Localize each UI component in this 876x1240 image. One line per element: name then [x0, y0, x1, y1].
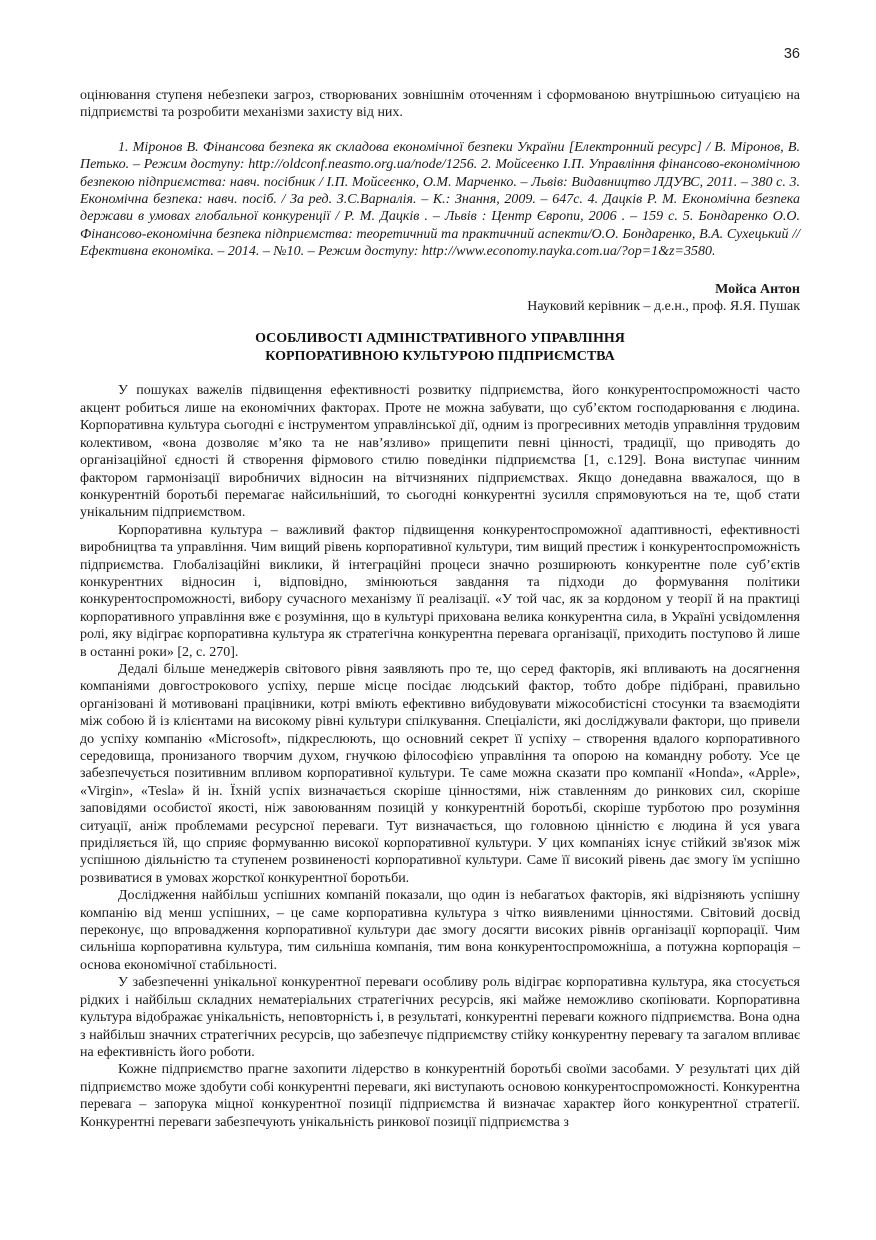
article-title [80, 330, 800, 366]
references-paragraph: 1. Міронов В. Фінансова безпека як складова економічної безпеки України [Електронний ресурс] / В. Міронов, В. Петько. – Режим доступу: http://oldconf.neasmo.org.ua/node/1256. 2. Мойсеєнко І.П. Управління фінансово-економічною безпекою підприємства: навч. посібник / І.П. Мойсеєнко, О.М. Марченко. – Львів: Видавництво ЛДУВС, 2011. – 380 с. 3. Економічна безпека: навч. посіб. / За ред. З.С.Варналія. – К.: Знання, 2009. – 647с. 4. Дацків Р. М. Економічна безпека держави в умовах глобальної конкуренції / Р. М. Дацків . – Львів : Центр Європи, 2006 . – 159 с. 5. Бондаренко О.О. Фінансово-економічна безпека підприємства: теоретичний та практичний аспекти/О.О. Бондаренко, В.А. Сухецький //Ефективна економіка. – 2014. – №10. – Режим доступу: http://www.economy.nayka.com.ua/?op=1&z=3580. [80, 139, 800, 260]
body-paragraph-3: Дедалі більше менеджерів світового рівня заявляють про те, що серед факторів, які впливають на досягнення компаніями довгострокового успіху, перше місце посідає людський фактор, тобто добре підібрані, правильно організовані й мотивовані працівники, котрі вміють ефективно вибудовувати міжособистісні стосунки та взаємодіяти між собою й із клієнтами на високому рівні культури спілкування. Спеціалісти, які досліджували фактори, що привели до успіху компанію «Microsoft», підкреслюють, що основний секрет її успіху – створення вдалого корпоративного середовища, пронизаного творчим духом, гнучкою філософією управління та опорою на командну роботу. Усе це забезпечується позитивним впливом корпоративної культури. Те саме можна сказати про компанії «Honda», «Apple», «Virgin», «Tesla» й ін. Їхній успіх визначається скоріше цінностями, ніж ставленням до ринкових сил, скоріше заповідями особистої якості, ніж завоюванням позицій у конкурентній боротьбі, скоріше турботою про розуміння ситуації, аніж проблемами ресурсної переваги. Тут визначається, що головною цінністю є людина й уся увага приділяється їй, що сприяє формуванню високої корпоративної культури. У цих компаніях існує стійкий зв'язок між успішною діяльністю та ступенем розвиненості корпоративної культури. Саме її високий рівень дає змогу їм успішно розвиватися в умовах жорсткої конкурентної боротьби. [80, 661, 800, 886]
intro-paragraph: оцінювання ступеня небезпеки загроз, створюваних зовнішнім оточенням і сформованою внутрішньою ситуацією на підприємстві та розробити механізми захисту від них. [80, 88, 800, 121]
article-body [80, 382, 800, 1130]
supervisor-line: Науковий керівник – д.е.н., проф. Я.Я. Пушак [527, 299, 800, 315]
body-paragraph-4: Дослідження найбільш успішних компаній показали, що один із небагатьох факторів, які відрізняють успішну компанію від менш успішних, – це саме корпоративна культура з чітко виявленими цінностями. Світовий досвід переконує, що впровадження корпоративної культури дає змогу досягти високих рівнів організації корпорації. Чим сильніша корпоративна культура, тим сильніша компанія, тим вона конкурентоспроможніша, а потужна корпорація – основа економічної стабільності. [80, 888, 800, 973]
body-paragraph-5: У забезпеченні унікальної конкурентної переваги особливу роль відіграє корпоративна культура, яка стосується рідких і найбільш складних нематеріальних стратегічних ресурсів, які майже неможливо скопіювати. Корпоративна культура відображає унікальність, неповторність і, в результаті, конкурентні переваги кожного підприємства. Вона одна з найбільш значних стратегічних ресурсів, що забезпечує підприємству стійку конкурентну перевагу та загалом впливає на ефективність його роботи. [80, 975, 800, 1060]
body-paragraph-6: Кожне підприємство прагне захопити лідерство в конкурентній боротьбі своїми засобами. У результаті цих дій підприємство може здобути собі конкурентні переваги, які виступають основою конкурентоспроможності. Конкурентна перевага – запорука міцної конкурентної позиції підприємства й визначає характер його конкурентної стратегії. Конкурентні переваги забезпечують унікальність ринкової позиції підприємства з [80, 1062, 800, 1130]
page-number: 36 [783, 46, 800, 62]
author-name: Мойса Антон [715, 281, 800, 297]
title-line-2: КОРПОРАТИВНОЮ КУЛЬТУРОЮ ПІДПРИЄМСТВА [265, 349, 615, 365]
body-paragraph-2: Корпоративна культура – важливий фактор підвищення конкурентоспроможної адаптивності, ефективності виробництва та управління. Чим вищий рівень корпоративної культури, тим вищий престиж і конкурентоспроможність підприємства. Глобалізаційні виклики, й інтеграційні процеси значно розширюють конкурентне поле суб’єктів конкурентних відносин і, відповідно, змінюються завдання та підходи до формування політики конкурентоспроможності, вибору сучасного механізму її реалізації. «У той час, як за кордоном у теорії й на практиці корпоративного управління вже є розуміння, що в культурі прихована велика конкурентна сила, в Україні усвідомлення ролі, яку відіграє корпоративна культура як стратегічна конкурентна перевага організації, приходить поступово й лише в останні роки» [2, с. 270]. [80, 522, 800, 660]
byline [80, 281, 800, 316]
body-paragraph-1: У пошуках важелів підвищення ефективності розвитку підприємства, його конкурентоспроможності часто акцент робиться лише на економічних факторах. Проте не можна забувати, що суб’єктом господарювання є людина. Корпоративна культура сьогодні є інструментом управлінської дії, одним із прогресивних методів управління трудовим колективом, «вона дозволяє м’яко та не нав’язливо» прищепити певні цінності, традиції, що приводять до організаційної єдності й створення фірмового стилю поведінки підприємства [1, с.129]. Вона виступає чинним фактором гармонізації виробничих відносин на вітчизняних підприємствах. Якщо донедавна вважалося, що в конкурентній боротьбі перемагає найсильніший, то сьогодні конкурентні зусилля спрямовуються на те, щоб стати унікальним підприємством. [80, 383, 800, 521]
title-line-1: ОСОБЛИВОСТІ АДМІНІСТРАТИВНОГО УПРАВЛІННЯ [255, 331, 625, 347]
